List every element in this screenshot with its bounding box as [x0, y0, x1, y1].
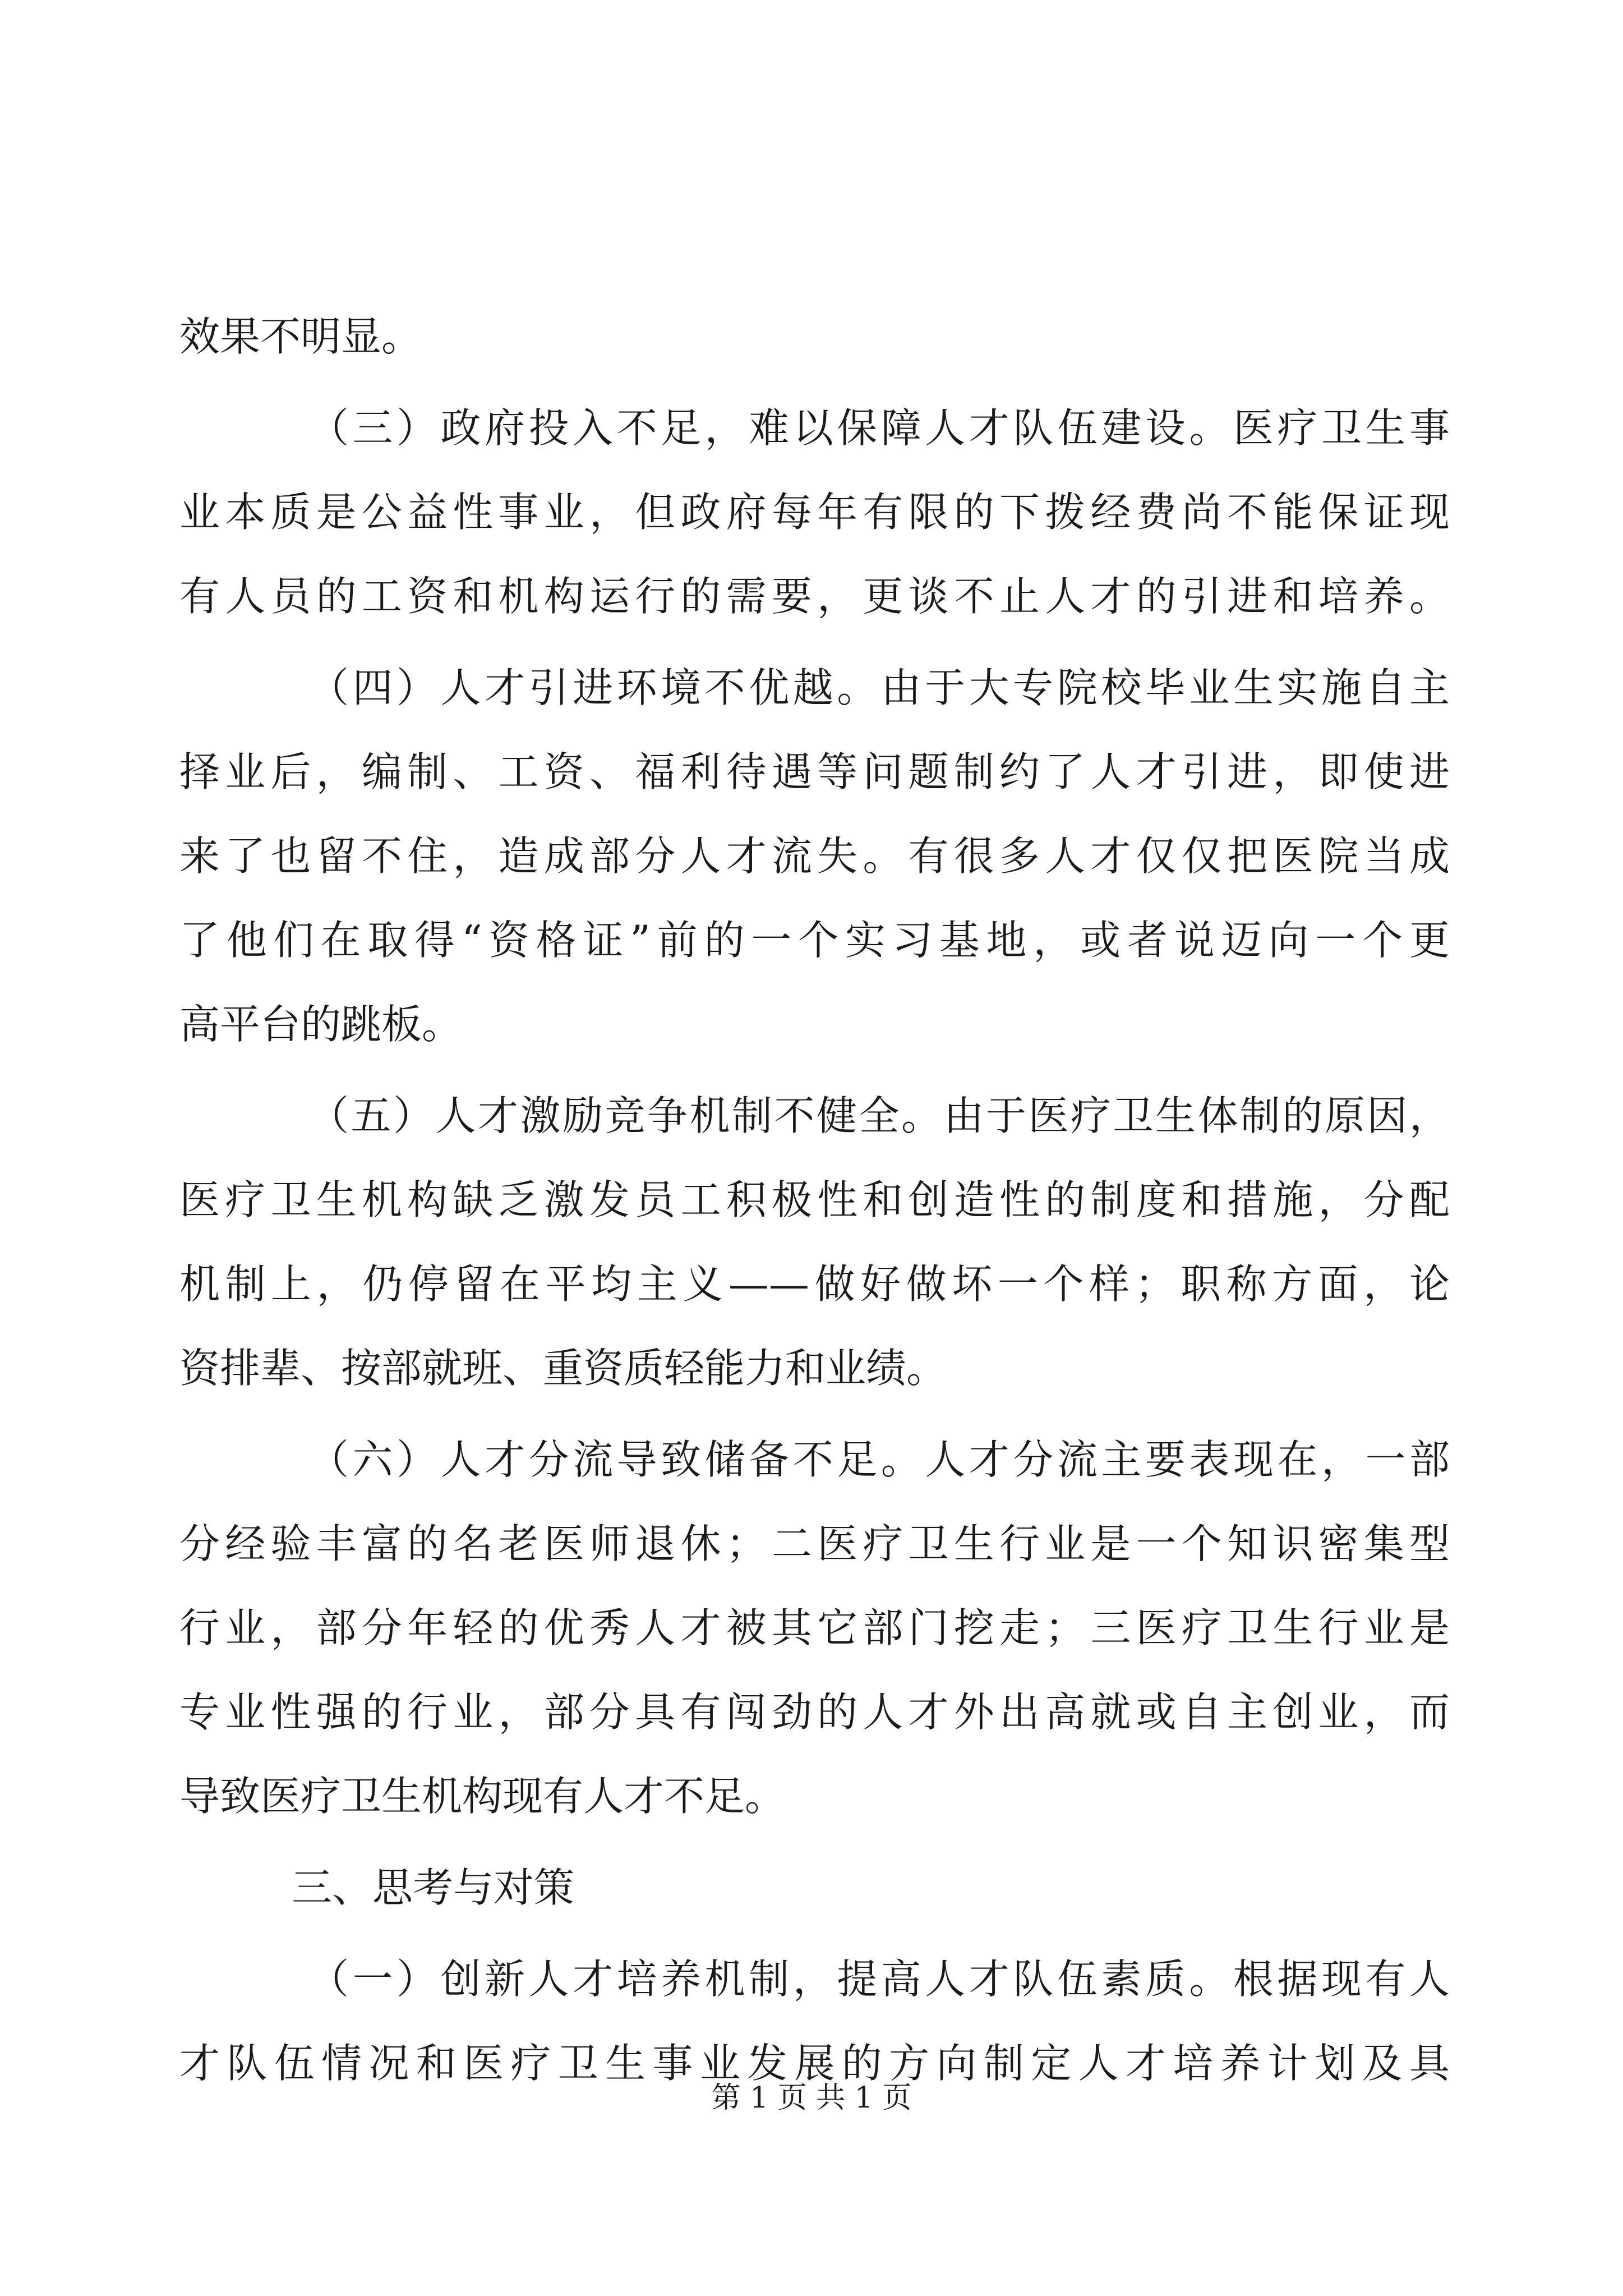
text-line: 来了也留不住，造成部分人才流失。有很多人才仅仅把医院当成	[179, 832, 1450, 880]
text-line: 行业，部分年轻的优秀人才被其它部门挖走；三医疗卫生行业是	[179, 1604, 1450, 1651]
paragraph-heading-line: （三）政府投入不足，难以保障人才队伍建设。医疗卫生事	[308, 404, 1450, 452]
text-line: 资排辈、按部就班、重资质轻能力和业绩。	[179, 1345, 947, 1392]
section-heading: 三、思考与对策	[292, 1864, 575, 1911]
paragraph-heading-line: （一）创新人才培养机制，提高人才队伍素质。根据现有人	[308, 1955, 1450, 2003]
text-line: 择业后，编制、工资、福利待遇等问题制约了人才引进，即使进	[179, 748, 1450, 795]
page-number-label: 第 1 页 共 1 页	[711, 2081, 912, 2115]
text-line: 了他们在取得“资格证”前的一个实习基地，或者说迈向一个更	[179, 917, 1450, 964]
text-line: 专业性强的行业，部分具有闯劲的人才外出高就或自主创业，而	[179, 1688, 1450, 1736]
text-line: 分经验丰富的名老医师退休；二医疗卫生行业是一个知识密集型	[179, 1520, 1450, 1567]
paragraph-heading-line: （五）人才激励竞争机制不健全。由于医疗卫生体制的原因，	[308, 1092, 1450, 1139]
text-line: 高平台的跳板。	[179, 1001, 463, 1048]
text-line: 才队伍情况和医疗卫生事业发展的方向制定人才培养计划及具	[179, 2040, 1450, 2087]
text-line: 业本质是公益性事业，但政府每年有限的下拨经费尚不能保证现	[179, 489, 1450, 536]
text-line: 导致医疗卫生机构现有人才不足。	[179, 1773, 786, 1820]
page-footer	[0, 2078, 1623, 2118]
paragraph-heading-line: （六）人才分流导致储备不足。人才分流主要表现在，一部	[308, 1436, 1450, 1483]
text-line: 效果不明显。	[179, 313, 422, 360]
text-line: 医疗卫生机构缺乏激发员工积极性和创造性的制度和措施，分配	[179, 1176, 1450, 1223]
document-body	[179, 295, 1450, 2105]
paragraph-heading-line: （四）人才引进环境不优越。由于大专院校毕业生实施自主	[308, 664, 1450, 711]
text-line: 有人员的工资和机构运行的需要，更谈不止人才的引进和培养。	[179, 573, 1450, 620]
text-line: 机制上，仍停留在平均主义——做好做坏一个样；职称方面，论	[179, 1260, 1450, 1308]
